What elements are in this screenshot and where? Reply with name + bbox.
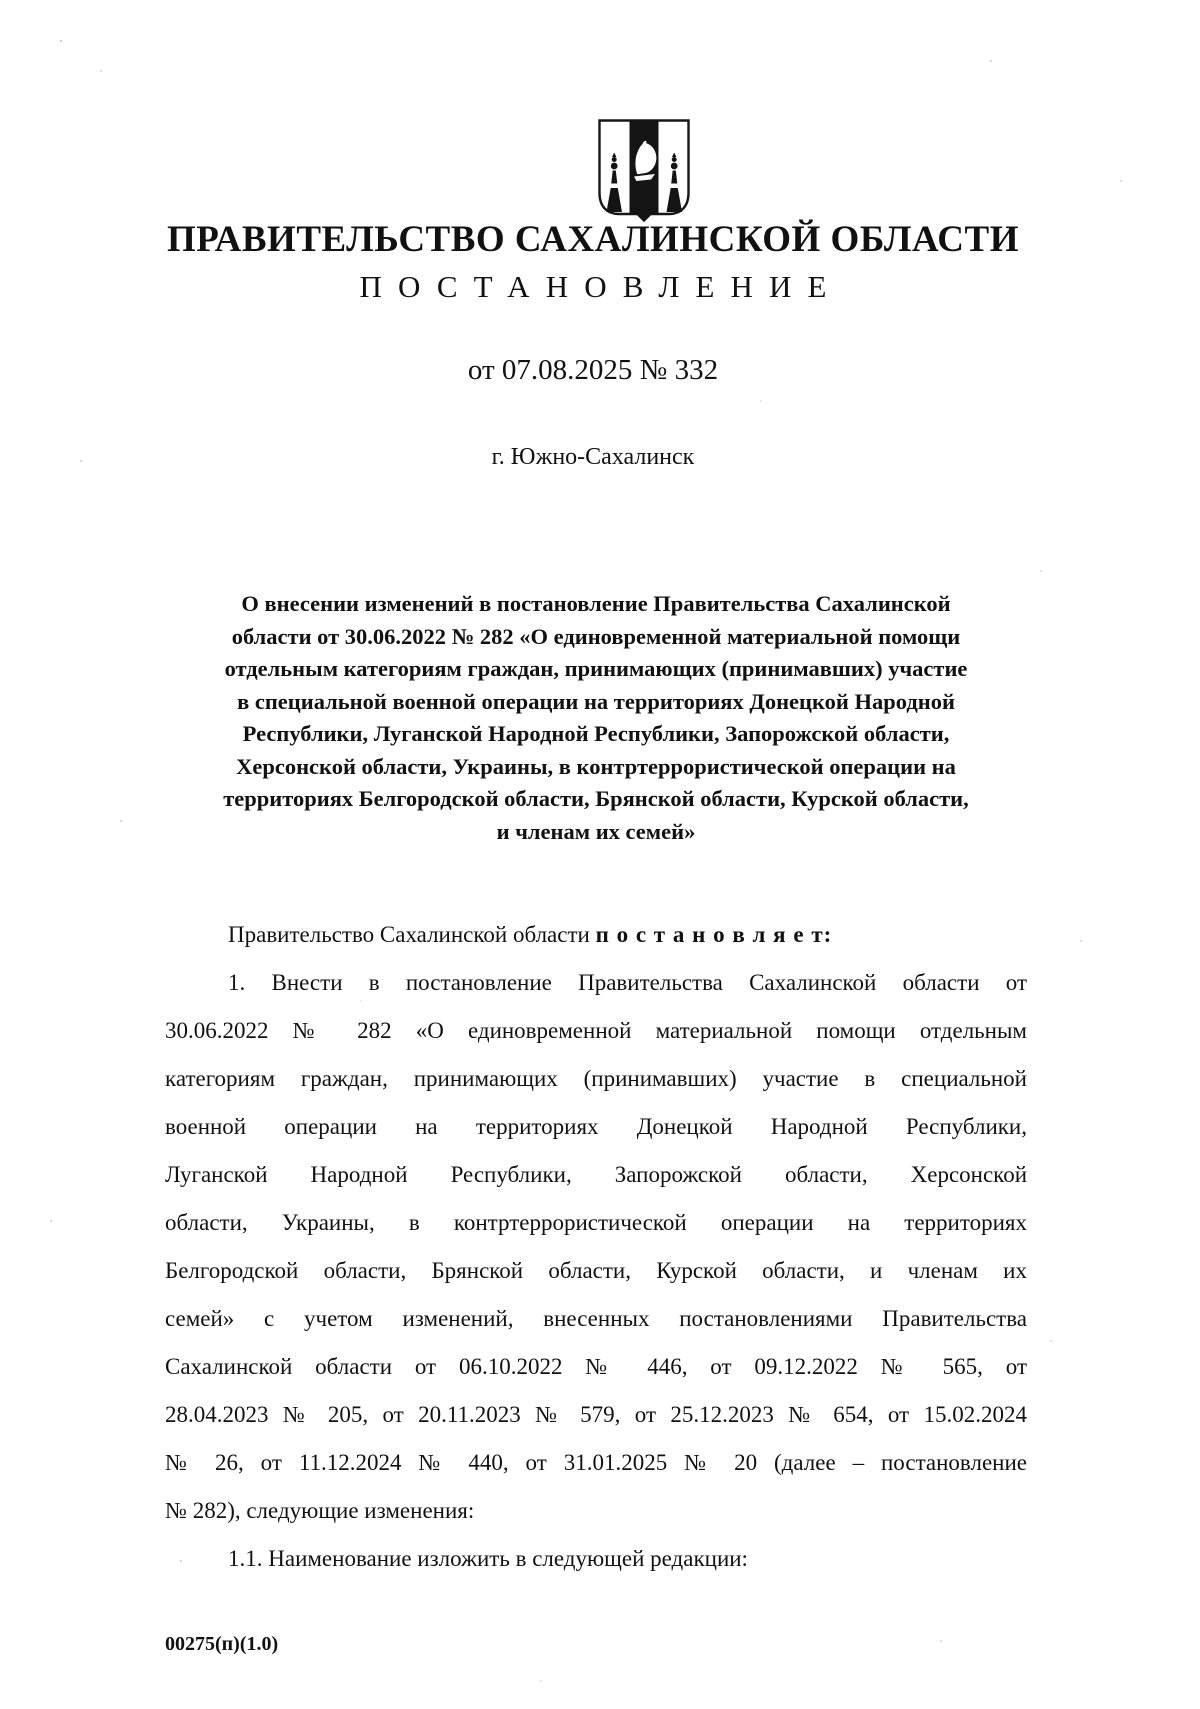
resolve-intro-text: Правительство Сахалинской области: [228, 922, 596, 947]
body-line: области, Украины, в контртеррористической операции на территориях: [165, 1210, 1027, 1235]
doc-body: [165, 911, 1027, 1583]
scan-noise: [60, 40, 62, 42]
body-line: военной операции на территориях Донецкой Народной Республики,: [165, 1114, 1027, 1139]
body-line-1-1: 1.1. Наименование изложить в следующей редакции:: [228, 1546, 748, 1571]
doc-title-line: О внесении изменений в постановление Правительства Сахалинской: [241, 591, 951, 616]
doc-title-line: в специальной военной операции на территориях Донецкой Народной: [237, 688, 955, 714]
doc-title-line: территориях Белгородской области, Брянской области, Курской области,: [223, 786, 969, 811]
body-line: категориям граждан, принимающих (принимавших) участие в специальной: [165, 1066, 1027, 1091]
doc-city: г. Южно-Сахалинск: [491, 444, 695, 470]
body-line: 1. Внести в постановление Правительства Сахалинской области от: [228, 970, 1027, 995]
body-line: 30.06.2022 № 282 «О единовременной материальной помощи отдельным: [165, 1018, 1027, 1043]
body-line: Сахалинской области от 06.10.2022 № 446, от 09.12.2022 № 565, от: [165, 1354, 1027, 1379]
doc-title-line: Херсонской области, Украины, в контртеррористической операции на: [236, 753, 956, 779]
resolve-intro-line: [165, 911, 1027, 959]
org-name: ПРАВИТЕЛЬСТВО САХАЛИНСКОЙ ОБЛАСТИ: [167, 219, 1019, 260]
doc-date-number: от 07.08.2025 № 332: [467, 354, 719, 386]
body-line: Луганской Народной Республики, Запорожской области, Херсонской: [165, 1162, 1027, 1187]
doc-title-line: и членам их семей»: [496, 818, 696, 844]
doc-title-line: Республики, Луганской Народной Республики, Запорожской области,: [242, 721, 950, 746]
resolve-verb: п о с т а н о в л я е т:: [595, 922, 833, 947]
body-line: № 26, от 11.12.2024 № 440, от 31.01.2025 № 20 (далее – постановление: [165, 1450, 1027, 1475]
body-line: № 282), следующие изменения:: [165, 1498, 475, 1523]
body-line: Белгородской области, Брянской области, Курской области, и членам их: [165, 1258, 1027, 1283]
sakhalin-oblast-coat-of-arms-icon: [598, 119, 690, 222]
doc-type: ПОСТАНОВЛЕНИЕ: [359, 269, 843, 304]
doc-title-line: области от 30.06.2022 № 282 «О единовременной материальной помощи: [231, 623, 961, 649]
body-line: семей» с учетом изменений, внесенных постановлениями Правительства: [165, 1306, 1027, 1331]
doc-title: [160, 588, 1032, 848]
doc-title-line: отдельным категориям граждан, принимающих (принимавших) участие: [224, 656, 968, 681]
doc-registration-code: 00275(п)(1.0): [165, 1633, 279, 1655]
body-line: 28.04.2023 № 205, от 20.11.2023 № 579, от 25.12.2023 № 654, от 15.02.2024: [165, 1402, 1027, 1427]
